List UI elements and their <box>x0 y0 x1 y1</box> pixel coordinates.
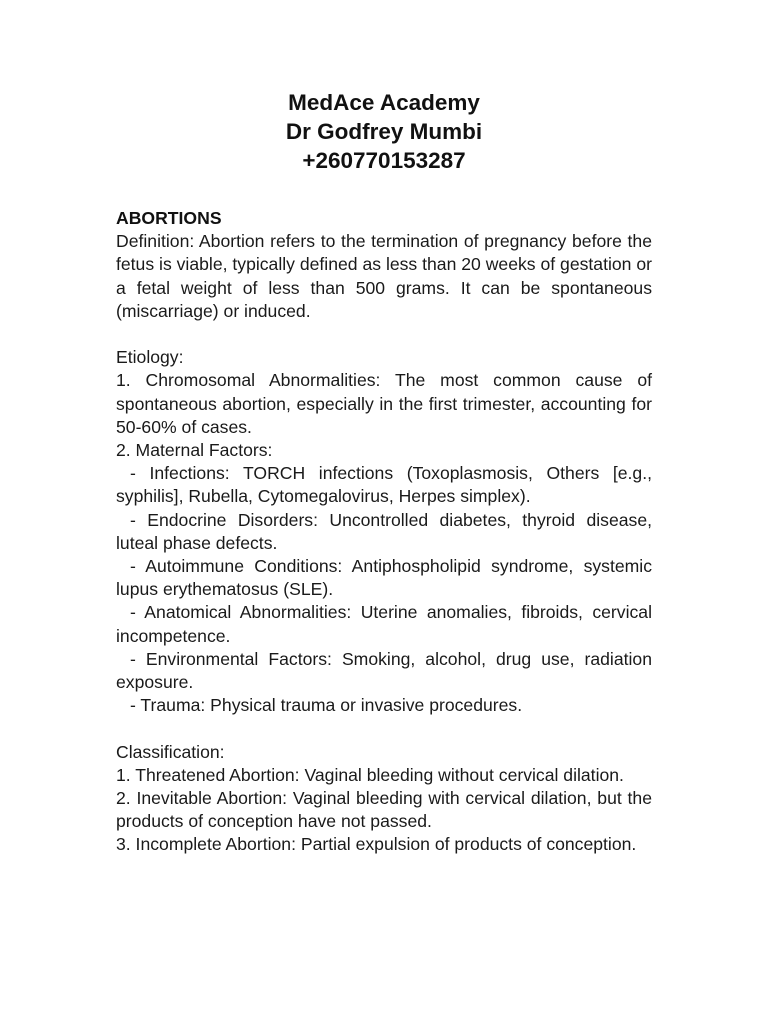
etiology-sub-environmental: - Environmental Factors: Smoking, alcohol, drug use, radiation exposure. <box>116 648 652 693</box>
classification-item-inevitable: 2. Inevitable Abortion: Vaginal bleeding with cervical dilation, but the products of conception have not passed. <box>116 788 652 832</box>
academy-name: MedAce Academy <box>288 90 480 115</box>
etiology-sub-anatomical: - Anatomical Abnormalities: Uterine anomalies, fibroids, cervical incompetence. <box>116 602 652 646</box>
author-name: Dr Godfrey Mumbi <box>285 119 483 144</box>
document-body <box>116 207 652 857</box>
section-title-abortions: ABORTIONS <box>116 208 222 228</box>
phone-number: +260770153287 <box>302 148 466 173</box>
classification-item-incomplete: 3. Incomplete Abortion: Partial expulsion of products of conception. <box>116 834 637 855</box>
definition-paragraph: Definition: Abortion refers to the termination of pregnancy before the fetus is viable, typically defined as less than 20 weeks of gestation or a fetal weight of less than 500 grams. It can be spontaneous (miscarriage) or induced. <box>116 231 652 321</box>
etiology-item-chromosomal: 1. Chromosomal Abnormalities: The most common cause of spontaneous abortion, especially in the first trimester, accounting for 50-60% of cases. <box>116 370 652 437</box>
etiology-sub-trauma: - Trauma: Physical trauma or invasive procedures. <box>130 695 523 716</box>
spacer <box>116 323 652 346</box>
etiology-heading: Etiology: <box>116 347 184 368</box>
etiology-sub-autoimmune: - Autoimmune Conditions: Antiphospholipid syndrome, systemic lupus erythematosus (SLE). <box>116 556 652 600</box>
spacer <box>116 717 652 740</box>
classification-heading: Classification: <box>116 741 225 762</box>
etiology-item-maternal: 2. Maternal Factors: <box>116 440 273 461</box>
classification-item-threatened: 1. Threatened Abortion: Vaginal bleeding without cervical dilation. <box>116 764 624 785</box>
document-header <box>0 88 768 175</box>
etiology-sub-endocrine: - Endocrine Disorders: Uncontrolled diabetes, thyroid disease, luteal phase defects. <box>116 509 652 553</box>
etiology-sub-infections: - Infections: TORCH infections (Toxoplasmosis, Others [e.g., syphilis], Rubella, Cytomegalovirus, Herpes simplex). <box>116 463 652 507</box>
